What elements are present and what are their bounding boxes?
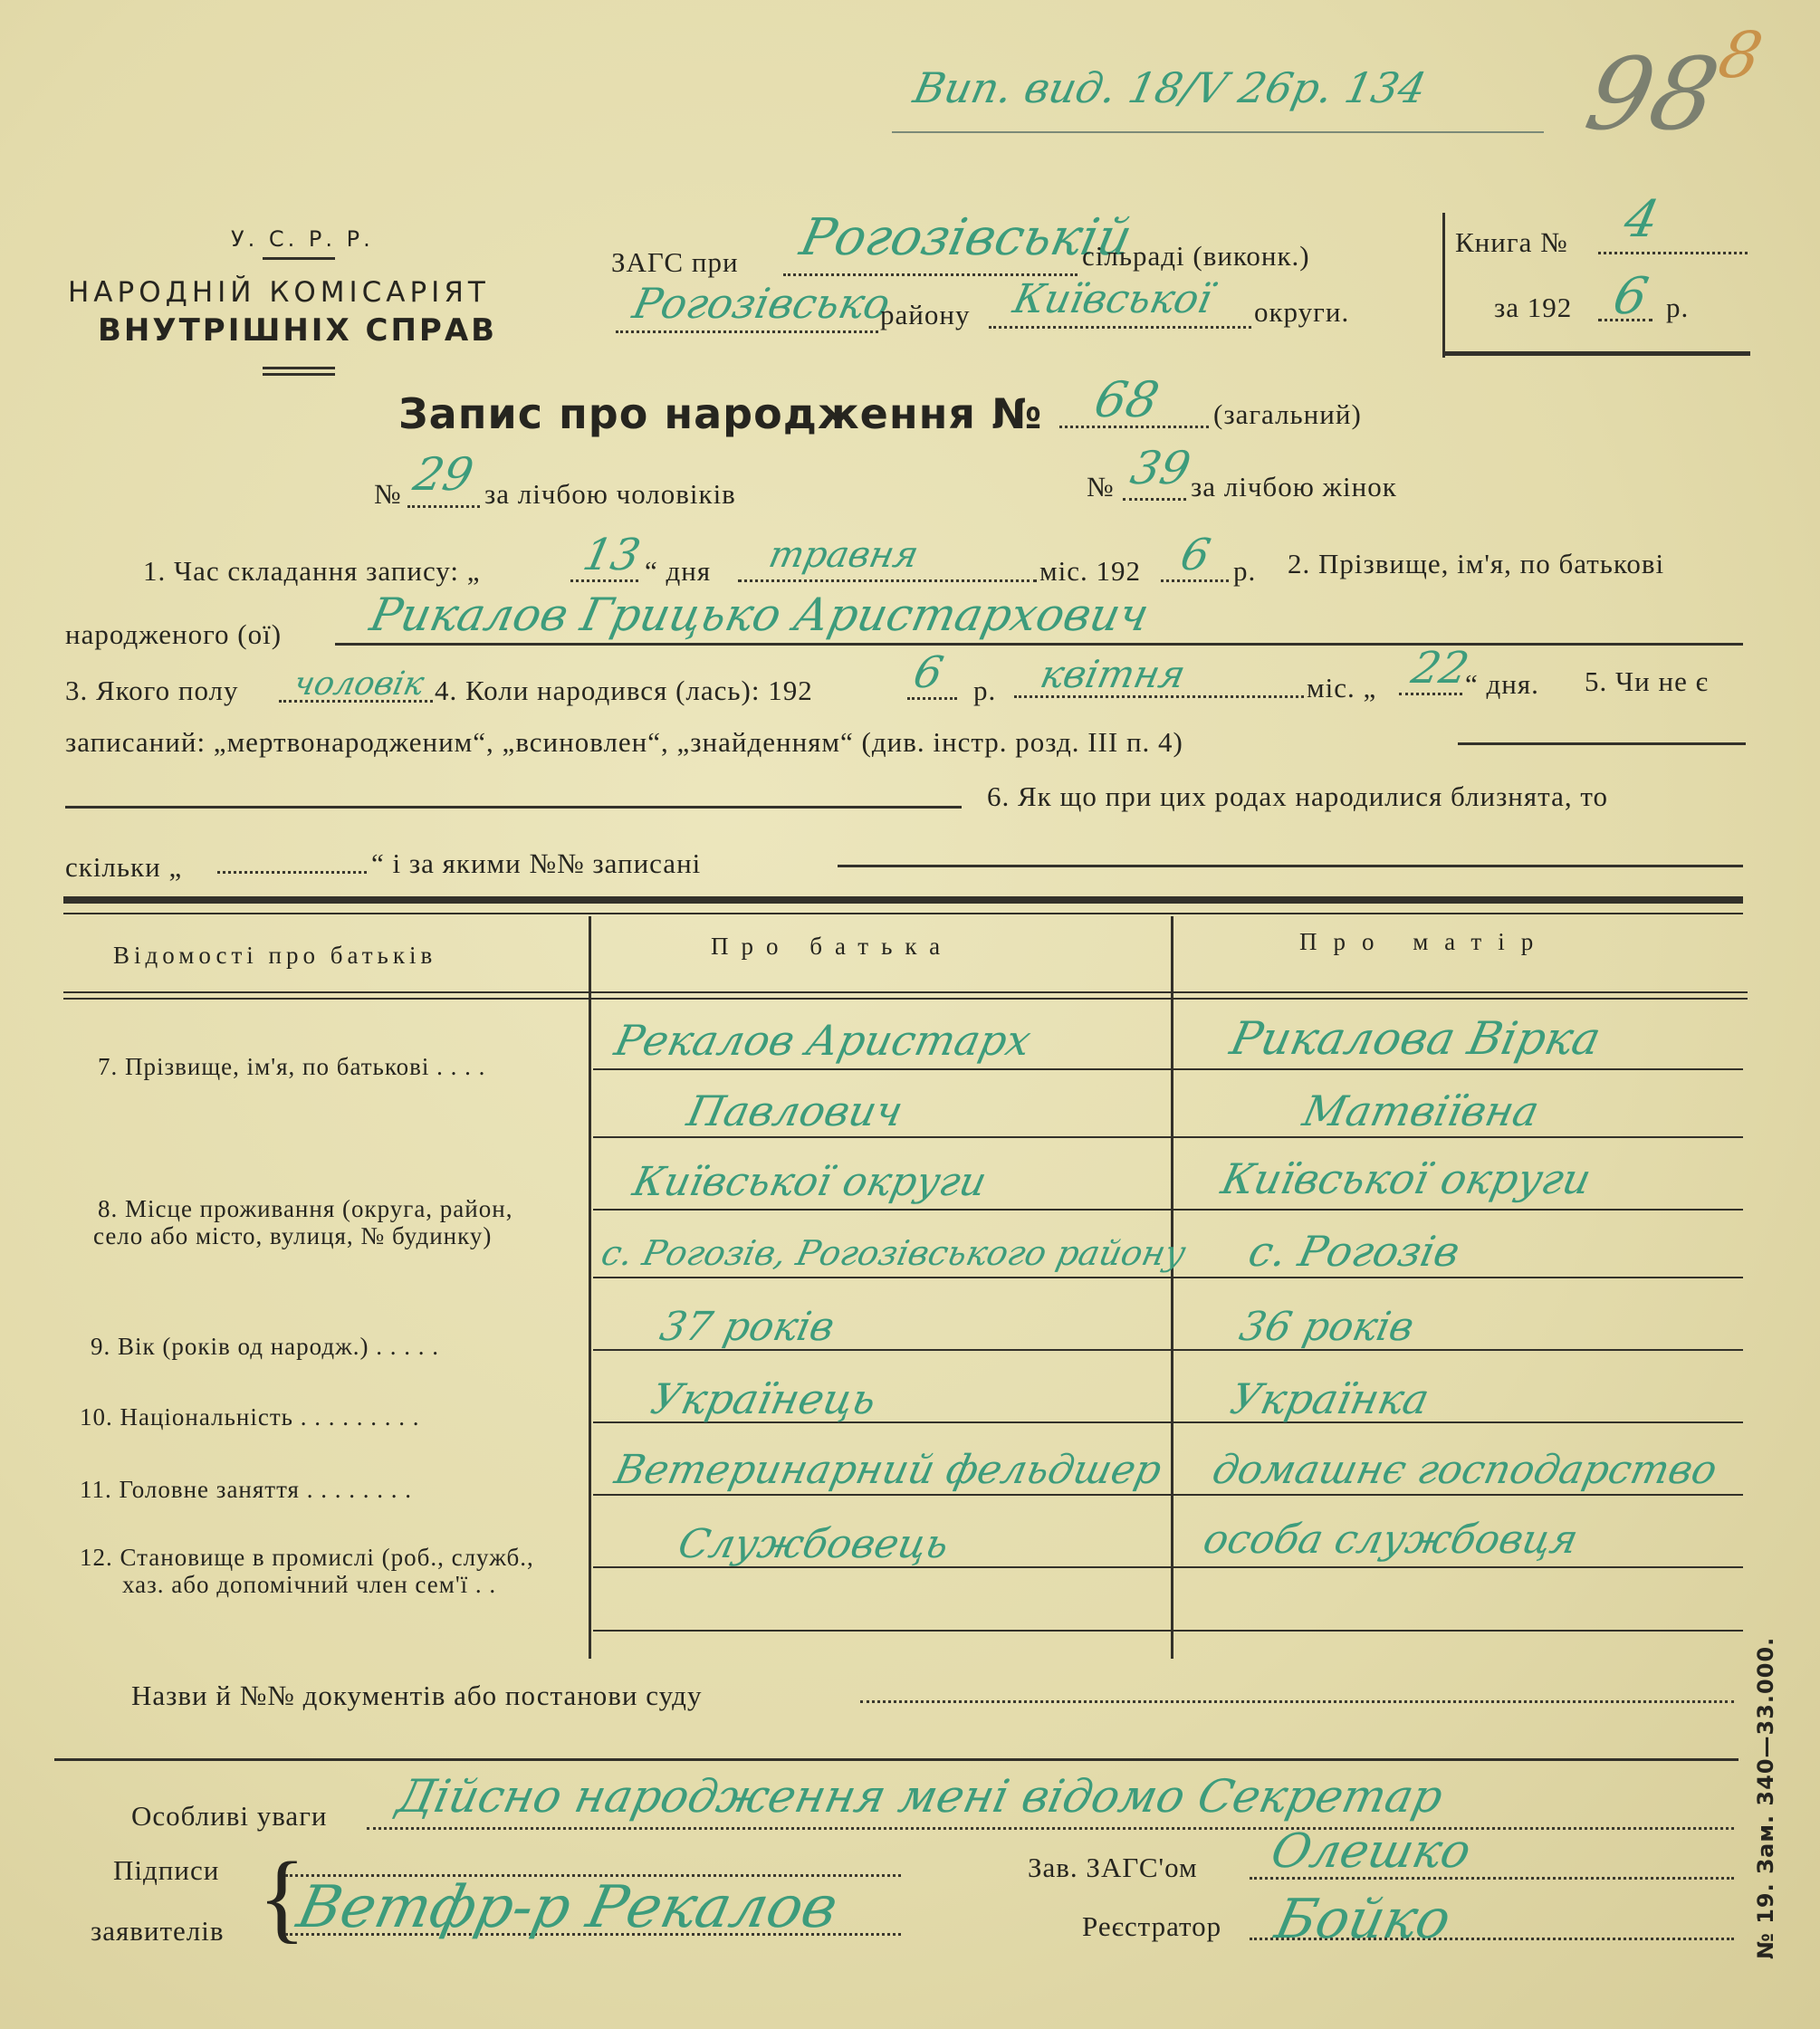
zags-council: Рогозівській (795, 208, 1137, 267)
women-line (1123, 498, 1186, 501)
line (335, 643, 1743, 646)
record-month: травня (765, 534, 923, 576)
book-box-border (1442, 213, 1445, 358)
women-prefix: № (1087, 471, 1115, 502)
record-number: 68 (1089, 371, 1164, 428)
remarks-text: Дійсно народження мені відомо Секретар (392, 1770, 1448, 1823)
book-label: Книга № (1455, 226, 1568, 258)
signatures-label: Підписи (113, 1854, 220, 1886)
women-label: за лічбою жінок (1191, 471, 1397, 502)
child-sex: чоловік (290, 665, 427, 703)
father-residence: Київської округи (628, 1159, 991, 1205)
signatures-label-2: заявителів (91, 1915, 225, 1947)
brace-icon: { (258, 1842, 306, 1952)
okruha: Київської (1009, 276, 1216, 322)
row-label: 8. Місце проживання (округа, район, (98, 1195, 513, 1222)
field-1-year-suffix: р. (1233, 555, 1257, 587)
district: Рогозівсько (628, 279, 895, 328)
book-box-border (1442, 351, 1750, 356)
header-rule (63, 998, 1748, 1000)
field-4-day: “ дня. (1465, 668, 1539, 700)
men-line (407, 505, 480, 508)
line (1458, 742, 1746, 745)
okruha-suffix: округи. (1254, 296, 1350, 328)
row-label: 12. Становище в промислі (роб., служб., (80, 1544, 534, 1571)
row-label: 11. Головне заняття . . . . . . . . (80, 1476, 412, 1503)
archive-note: Вип. вид. 18/V 26р. 134 (909, 63, 1431, 112)
record-day: 13 (579, 530, 646, 580)
child-name: Рикалов Грицько Аристархович (365, 589, 1154, 641)
row-line (593, 1209, 1743, 1211)
mother-residence-2: с. Рогозів (1244, 1227, 1464, 1276)
book-year-prefix: за 192 (1494, 292, 1573, 323)
book-year-suffix: р. (1666, 292, 1690, 323)
field-4-mis: міс. „ (1307, 672, 1377, 703)
row-line (593, 1068, 1743, 1070)
table-header-parents: Відомості про батьків (113, 942, 437, 969)
title-suffix: (загальний) (1213, 398, 1362, 430)
field-5-label: 5. Чи не є (1585, 665, 1709, 697)
row-label: 10. Національність . . . . . . . . . (80, 1403, 420, 1431)
row-line (593, 1494, 1743, 1496)
field-6-cont1: скільки „ (65, 851, 183, 883)
men-prefix: № (374, 478, 402, 510)
field-6-cont2: “ і за якими №№ записані (371, 847, 702, 879)
book-number-line (1598, 252, 1748, 254)
line (738, 579, 1037, 582)
mother-age: 36 років (1235, 1304, 1419, 1350)
field-1-label: 1. Час складання запису: „ (143, 555, 481, 587)
field-4-r: р. (973, 675, 997, 706)
divider (54, 1758, 1739, 1761)
registrar-signature: Бойко (1269, 1888, 1457, 1951)
double-divider (263, 373, 335, 376)
father-status: Службовець (674, 1521, 953, 1567)
documents-label: Назви й №№ документів або постанови суду (131, 1680, 703, 1711)
okruha-line (989, 326, 1251, 329)
remarks-line (367, 1827, 1734, 1830)
father-residence-2: с. Рогозів, Рогозівського району (598, 1233, 1190, 1273)
row-label: село або місто, вулиця, № будинку) (93, 1222, 493, 1249)
twins-count-line (217, 871, 367, 874)
column-divider (1171, 916, 1173, 1659)
birth-year: 6 (909, 647, 948, 698)
commissariat-line2: ВНУТРІШНІХ СПРАВ (98, 312, 498, 349)
page-title: Запис про народження № (398, 389, 1043, 438)
row-line (593, 1277, 1743, 1278)
header-rule (63, 991, 1748, 993)
field-2-cont: народженого (ої) (65, 618, 283, 650)
father-name: Рекалов Аристарх (610, 1016, 1036, 1065)
women-number: 39 (1126, 442, 1195, 494)
birth-month: квітня (1036, 652, 1190, 696)
mother-residence: Київської округи (1217, 1154, 1595, 1203)
documents-line (860, 1700, 1734, 1703)
father-patronymic: Павлович (683, 1086, 908, 1135)
mother-status: особа службовця (1199, 1517, 1583, 1563)
head-signature: Олешко (1266, 1824, 1476, 1879)
birth-day: 22 (1407, 643, 1474, 694)
row-line (593, 1630, 1743, 1632)
field-5-cont: записаний: „мертвонародженим“, „всиновлен“, „знайденням“ (див. інстр. розд. III п. 4) (65, 726, 1183, 758)
book-year: 6 (1608, 267, 1653, 326)
column-divider (589, 916, 591, 1659)
field-3-label: 3. Якого полу (65, 675, 239, 706)
field-6-label: 6. Як що при цих родах народилися близнята, то (987, 780, 1608, 812)
row-label: 9. Вік (років од народж.) . . . . . (91, 1333, 439, 1360)
record-year: 6 (1176, 530, 1215, 580)
mother-patronymic: Матвіївна (1298, 1086, 1544, 1135)
field-1-day-suffix: “ дня (645, 555, 712, 587)
row-label: 7. Прізвище, ім'я, по батькові . . . . (98, 1053, 486, 1080)
father-nationality: Українець (647, 1374, 881, 1423)
double-divider (263, 367, 335, 369)
district-suffix: району (880, 299, 971, 330)
field-2-label: 2. Прізвище, ім'я, по батькові (1288, 548, 1665, 579)
men-label: за лічбою чоловіків (484, 478, 736, 510)
father-age: 37 років (656, 1304, 839, 1350)
applicant-signature: Ветфр-р Рекалов (292, 1874, 844, 1941)
print-mark: № 19. Зам. 340—33.000. (1753, 1636, 1778, 1959)
table-top-rule (63, 913, 1743, 914)
archive-note-underline (892, 131, 1544, 133)
sheet-number: 98 (1576, 36, 1729, 152)
book-number: 4 (1619, 190, 1664, 249)
table-top-rule (63, 896, 1743, 904)
registrar-label: Реєстратор (1082, 1910, 1222, 1942)
mother-occupation: домашнє господарство (1208, 1447, 1721, 1493)
row-line (593, 1136, 1743, 1138)
district-line (616, 330, 878, 333)
mother-name: Рикалова Вірка (1225, 1012, 1605, 1065)
republic-label: У. С. Р. Р. (231, 226, 374, 252)
line (65, 806, 962, 809)
mother-nationality: Українка (1226, 1374, 1434, 1423)
field-4-label: 4. Коли народився (лась): 192 (435, 675, 813, 706)
sheet-mark: 8 (1712, 18, 1769, 92)
row-label: хаз. або допомічний член сем'ї . . (122, 1571, 497, 1598)
field-1-month-suffix: міс. 192 (1039, 555, 1141, 587)
line (838, 865, 1743, 867)
zags-council-suffix: сільраді (виконк.) (1082, 240, 1310, 272)
remarks-label: Особливі уваги (131, 1800, 328, 1832)
men-number: 29 (408, 448, 478, 501)
father-occupation: Ветеринарний фельдшер (610, 1447, 1166, 1493)
divider (263, 257, 335, 260)
table-header-father: Про батька (711, 933, 953, 960)
zags-prefix: ЗАГС при (611, 246, 739, 278)
table-header-mother: Про матір (1299, 928, 1550, 955)
commissariat-line1: НАРОДНІЙ КОМІСАРІЯТ (68, 276, 490, 309)
head-label: Зав. ЗАГС'ом (1028, 1852, 1198, 1883)
